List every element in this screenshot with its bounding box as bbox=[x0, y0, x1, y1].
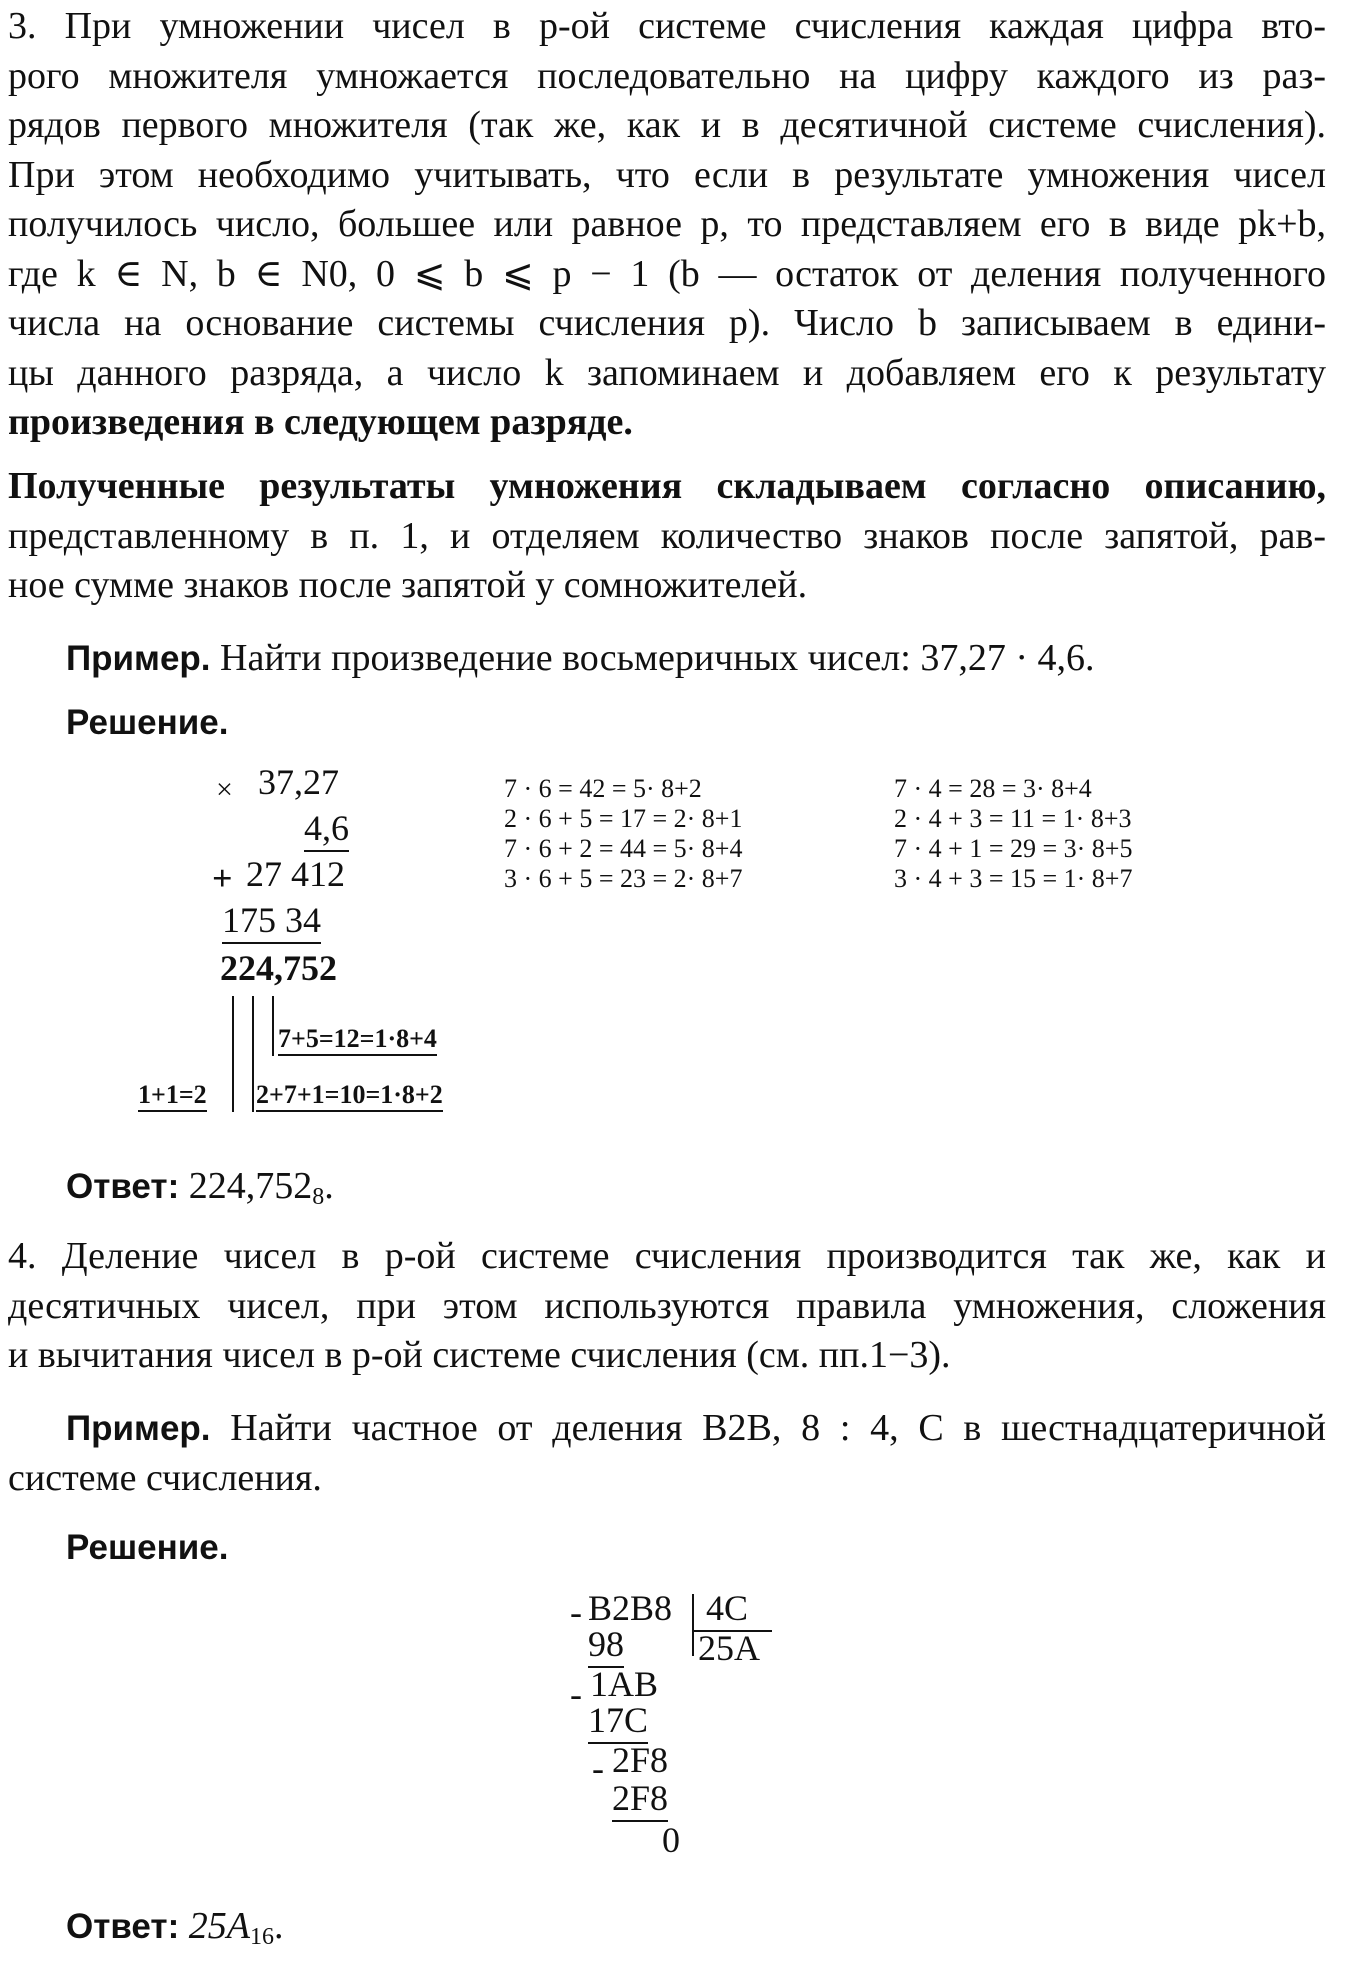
factor-2: 4,6 bbox=[304, 806, 349, 852]
division-step: 2F8 bbox=[612, 1776, 668, 1822]
text-line: произведения в следующем разряде. bbox=[8, 401, 633, 443]
text-line: и вычитания чисел в p-ой системе счисления (см. пп.1−3). bbox=[8, 1334, 951, 1376]
carry-note: 7+5=12=1·8+4 bbox=[278, 1024, 437, 1056]
answer-base: 16 bbox=[249, 1924, 274, 1950]
carry-step: 7 · 6 + 2 = 44 = 5· 8+4 bbox=[504, 834, 743, 863]
carry-column-2 bbox=[894, 774, 1132, 894]
answer-1: Ответ: $224,752_8$. bbox=[66, 1165, 334, 1210]
text-line: цы данного разряда, а число k запоминаем и добавляем его к результату bbox=[8, 351, 1326, 394]
divisor: 4C bbox=[706, 1588, 749, 1628]
answer-2: Ответ: $25A_{16}$. bbox=[66, 1905, 284, 1950]
example-text: Найти частное от деления B2B, 8 : 4, C в шестнадцатеричной bbox=[230, 1407, 1326, 1449]
dividend: B2B8 bbox=[588, 1588, 673, 1628]
text-line: где k ∈ N, b ∈ N0, 0 ⩽ b ⩽ p − 1 (b — остаток от деления полученного bbox=[8, 252, 1326, 295]
example-label: Пример. bbox=[66, 1409, 211, 1448]
partial-product-2: 175 34 bbox=[222, 898, 321, 944]
answer-value: 224,752 bbox=[188, 1165, 313, 1207]
text-line: системе счисления. bbox=[8, 1456, 322, 1499]
text-line: Полученные результаты умножения складываем согласно описанию, bbox=[8, 465, 1326, 507]
division-bar bbox=[692, 1594, 694, 1656]
division-step: 1AB bbox=[590, 1664, 659, 1704]
carry-step: 3 · 4 + 3 = 15 = 1· 8+7 bbox=[894, 864, 1133, 893]
paragraph-multiplication-rule bbox=[8, 2, 1326, 448]
minus-sign: - bbox=[570, 1674, 582, 1714]
plus-sign: + bbox=[212, 858, 233, 898]
example-label: Пример. bbox=[66, 639, 211, 678]
division-remainder: 0 bbox=[662, 1820, 680, 1860]
text-line: 3. При умножении чисел в p-ой системе счисления каждая цифра вто- bbox=[8, 5, 1326, 47]
paragraph-sum-rule bbox=[8, 462, 1326, 611]
example-1-statement bbox=[66, 636, 1094, 680]
text-line: При этом необходимо учитывать, что если в результате умножения чисел bbox=[8, 153, 1326, 196]
text-line: рого множителя умножается последовательно на цифру каждого из раз- bbox=[8, 54, 1326, 97]
product-result: 224,752 bbox=[220, 948, 337, 988]
solution-label: Решение. bbox=[66, 703, 229, 742]
answer-base: 8 bbox=[312, 1184, 325, 1210]
example-2-statement bbox=[8, 1404, 1326, 1503]
carry-step: 2 · 6 + 5 = 17 = 2· 8+1 bbox=[504, 804, 743, 833]
division-step: 2F8 bbox=[612, 1740, 669, 1780]
carry-step: 2 · 4 + 3 = 11 = 1· 8+3 bbox=[894, 804, 1132, 833]
example-text: Найти произведение восьмеричных чисел: 37,27 · 4,6. bbox=[220, 637, 1095, 679]
carry-step: 7 · 4 + 1 = 29 = 3· 8+5 bbox=[894, 834, 1133, 863]
carry-bracket bbox=[252, 996, 254, 1112]
minus-sign: - bbox=[592, 1748, 604, 1788]
multiply-sign: × bbox=[216, 773, 233, 806]
carry-note: 2+7+1=10=1·8+2 bbox=[256, 1080, 443, 1112]
answer-value: 25A bbox=[188, 1905, 250, 1947]
text-line: десятичных чисел, при этом используются правила умножения, сложения bbox=[8, 1284, 1326, 1327]
carry-note: 1+1=2 bbox=[138, 1080, 207, 1112]
answer-label: Ответ: bbox=[66, 1167, 180, 1206]
text-line bbox=[8, 1404, 1326, 1454]
division-step: 17C bbox=[588, 1698, 648, 1744]
carry-step: 3 · 6 + 5 = 23 = 2· 8+7 bbox=[504, 864, 743, 893]
carry-bracket bbox=[232, 996, 234, 1112]
text-line: представленному в п. 1, и отделяем количество знаков после запятой, рав- bbox=[8, 514, 1326, 557]
solution-label: Решение. bbox=[66, 1528, 229, 1567]
quotient: 25A bbox=[698, 1628, 760, 1668]
minus-sign: - bbox=[570, 1592, 582, 1632]
factor-1: 37,27 bbox=[258, 762, 339, 802]
text-line: 4. Деление чисел в p-ой системе счисления производится так же, как и bbox=[8, 1235, 1326, 1277]
division-step: 98 bbox=[588, 1622, 624, 1668]
answer-label: Ответ: bbox=[66, 1907, 180, 1946]
carry-step: 7 · 4 = 28 = 3· 8+4 bbox=[894, 774, 1092, 803]
carry-step: 7 · 6 = 42 = 5· 8+2 bbox=[504, 774, 702, 803]
paragraph-division-rule bbox=[8, 1232, 1326, 1381]
partial-product-1: 27 412 bbox=[246, 854, 345, 894]
carry-bracket bbox=[272, 996, 274, 1056]
text-line: числа на основание системы счисления p). Число b записываем в едини- bbox=[8, 302, 1326, 344]
text-line: получилось число, большее или равное p, то представляем его в виде pk+b, bbox=[8, 203, 1326, 245]
text-line: рядов первого множителя (так же, как и в десятичной системе счисления). bbox=[8, 104, 1326, 146]
carry-column-1 bbox=[504, 774, 742, 894]
text-line: ное сумме знаков после запятой у сомножителей. bbox=[8, 564, 808, 606]
